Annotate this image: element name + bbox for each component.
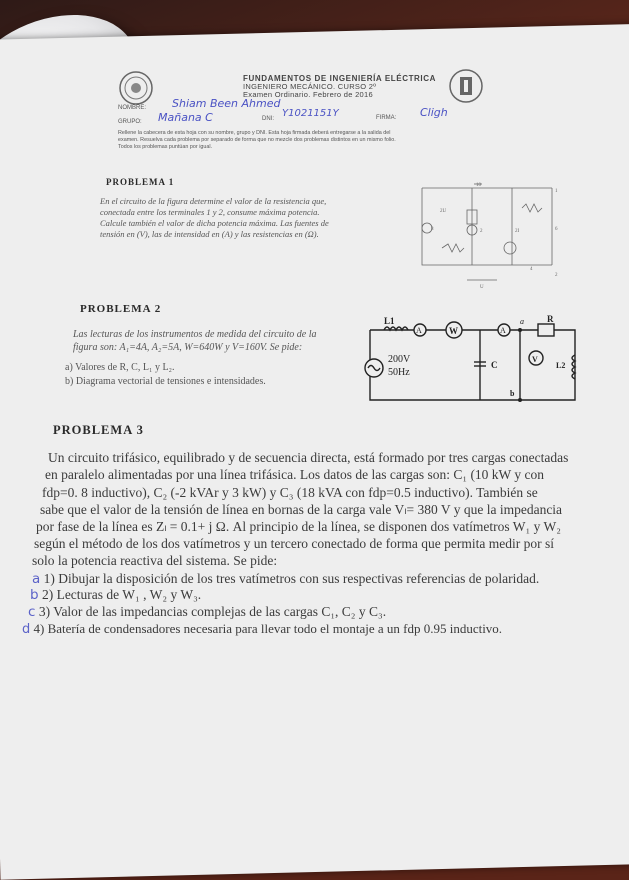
university-logo-left (118, 70, 154, 106)
instructions-line-2: examen. Resuelva cada problema por separado de forma que no mezcle dos problemas distintos en un mismo folio. (118, 137, 396, 143)
p1-label-2u: 2U (440, 209, 447, 214)
problem2-circuit (360, 310, 585, 410)
department-logo-right (448, 68, 484, 104)
firma-label: FIRMA: (376, 115, 397, 121)
item-letter-c: c (28, 604, 36, 620)
instructions-line-3: Todos los problemas puntúan por igual. (118, 144, 213, 150)
nombre-label: NOMBRE: (118, 105, 147, 111)
instructions-line-1: Rellene la cabecera de esta hoja con su nombre, grupo y DNI. Esta hoja firmada deberá entregarse a la salida del (118, 130, 391, 136)
problem3-line-3: fdp=0. 8 inductivo), C₂ (-2 kVAr y 3 kW) y C₃ (18 kVA con fdp=0.5 inductivo). También se (42, 485, 538, 500)
p2-source-voltage: 200V (388, 354, 411, 365)
item-letter-d: d (22, 622, 31, 637)
p2-node-a: a (520, 317, 524, 326)
problem1-line-2: conectada entre los terminales 1 y 2, consume máxima potencia. (100, 207, 320, 217)
grupo-value: Mañana C (158, 111, 213, 124)
problem1-circuit (412, 180, 562, 288)
item-letter-b: b (30, 587, 39, 603)
p1-term-1: 1 (555, 189, 558, 194)
p1-label-u: U (480, 285, 484, 288)
p1-label-2i: 2I (515, 229, 520, 234)
problem3-item-4 (22, 620, 502, 638)
problem3-line-6: según el método de los dos vatímetros y un tercero conectado de forma que permita medir por sí (34, 536, 554, 551)
item-1-text: 1) Dibujar la disposición de los tres vatímetros con sus respectivas referencias de polaridad. (40, 571, 540, 586)
exam-date: Examen Ordinario. Febrero de 2016 (243, 90, 373, 99)
problem1-line-4: tensión en (V), las de intensidad en (A) y las resistencias en (Ω). (100, 229, 319, 239)
p2-source-frequency: 50Hz (388, 367, 410, 378)
p2-label-c: C (491, 360, 498, 370)
p2-node-b: b (510, 389, 515, 398)
problem2-line-2: figura son: A₁=4A, A₂=5A, W=640W y V=160V. Se pide: (73, 342, 303, 353)
item-4-text: 4) Batería de condensadores necesaria para llevar todo el montaje a un fdp 0.95 inductivo. (30, 621, 503, 636)
p2-label-r: R (547, 314, 554, 324)
p1-term-2: 2 (555, 273, 558, 278)
nombre-value: Shiam Been Ahmed (172, 97, 281, 110)
item-2-text: 2) Lecturas de W₁ , W₂ y W₃. (38, 587, 202, 602)
problem2-item-a: a) Valores de R, C, L₁ y L₂. (65, 362, 175, 373)
firma-value: Cligh (420, 106, 448, 119)
p2-meter-a1: A (416, 326, 422, 335)
problem2-item-b: b) Diagrama vectorial de tensiones e intensidades. (65, 376, 266, 387)
problem1-line-3: Calcule también el valor de dicha potencia máxima. Las fuentes de (100, 218, 329, 228)
p2-meter-v: V (532, 355, 538, 364)
p1-label-2: 2 (480, 229, 483, 234)
p1-label-4: 4 (530, 267, 533, 272)
problem3-line-4: sabe que el valor de la tensión de línea en bornas de la carga vale Vₗ= 380 V y que la impedancia (40, 502, 563, 517)
problem3-item-3 (28, 603, 386, 621)
p2-meter-a2: A (500, 326, 506, 335)
item-letter-a: a (32, 571, 41, 587)
course-title: FUNDAMENTOS DE INGENIERÍA ELÉCTRICA (243, 74, 437, 83)
dni-label: DNI: (262, 116, 274, 122)
problem3-line-1: Un circuito trifásico, equilibrado y de secuencia directa, está formado por tres cargas conectadas (48, 450, 569, 465)
problem3-line-7: solo la potencia reactiva del sistema. Se pide: (32, 553, 278, 568)
problem3-item-2 (30, 586, 201, 604)
problem2-line-1: Las lecturas de los instrumentos de medida del circuito de la (73, 329, 317, 340)
p1-label-top: 10 (476, 183, 481, 188)
p1-label-6: 6 (555, 227, 558, 232)
course-subtitle: INGENIERO MECÁNICO. CURSO 2º (243, 82, 377, 91)
problem1-line-1: En el circuito de la figura determine el valor de la resistencia que, (100, 196, 327, 206)
dni-value: Y1021151Y (282, 108, 339, 119)
problem2-title: PROBLEMA 2 (80, 303, 162, 315)
p1-label-8: 8 (431, 227, 434, 232)
p2-label-l1: L1 (384, 316, 395, 326)
problem3-title: PROBLEMA 3 (53, 423, 144, 437)
problem3-line-5: por fase de la línea es Zₗ = 0.1+ j Ω. Al principio de la línea, se disponen dos vatímetros W₁ y W₂ (36, 519, 561, 534)
problem3-line-2: en paralelo alimentadas por una línea trifásica. Los datos de las cargas son: C₁ (10 kW y con (45, 467, 545, 482)
p2-meter-w: W (449, 326, 458, 336)
p2-label-l2: L2 (556, 361, 566, 370)
item-3-text: 3) Valor de las impedancias complejas de las cargas C₁, C₂ y C₃. (35, 604, 387, 619)
grupo-label: GRUPO: (118, 119, 142, 125)
problem1-title: PROBLEMA 1 (106, 177, 175, 187)
